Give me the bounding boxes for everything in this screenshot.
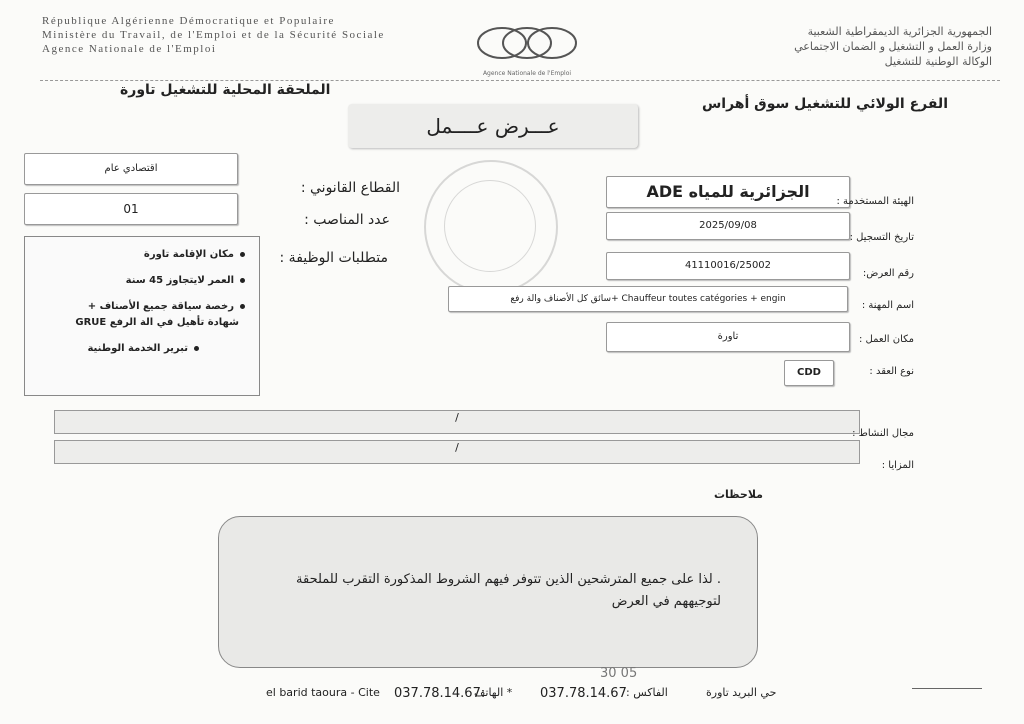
notes-label: ملاحظات [714,488,763,501]
footer-phone-label: * الهاتف [474,686,513,699]
ar-line-1: الجمهورية الجزائرية الديمقراطية الشعبية [807,25,992,38]
contract-type-label: نوع العقد : [869,366,914,377]
activity-field-value: / [54,410,860,434]
fr-line-3: Agence Nationale de l'Emploi [42,43,217,55]
positions-count-value: 01 [24,193,238,225]
legal-sector-label: القطاع القانوني : [300,180,400,196]
employer-label: الهيئة المستخدمة : [836,196,914,207]
requirement-item: شهادة تأهيل في الة الرفع GRUE [75,317,239,328]
requirement-item: مكان الإقامة تاورة [144,247,245,262]
notes-bullet: . [712,572,721,587]
local-branch-title: الملحقة المحلية للتشغيل تاورة [120,82,331,98]
anem-logo-icon [462,18,592,68]
legal-sector-value: اقتصادي عام [24,153,238,185]
requirements-label: متطلبات الوظيفة : [279,250,388,266]
job-name-value: Chauffeur toutes catégories + engin +سائق كل الأصناف والة رفع [448,286,848,312]
positions-count-label: عدد المناصب : [304,212,390,228]
registration-date-value: 2025/09/08 [606,212,850,240]
employer-value: الجزائرية للمياه ADE [606,176,850,208]
contract-type-value: CDD [784,360,834,386]
anem-logo [462,18,592,80]
ar-line-2: وزارة العمل و التشغيل و الضمان الاجتماعي [794,40,992,53]
logo-caption: Agence Nationale de l'Emploi [482,70,572,77]
document-title-box [348,104,638,148]
header-french [42,14,385,56]
footer-phone: 037.78.14.67: [394,686,486,701]
activity-field-label: مجال النشاط : [852,428,914,439]
footer-address-ar: حي البريد تاورة [706,686,777,699]
registration-date-label: تاريخ التسجيل : [849,232,914,243]
requirement-item: العمر لايتجاوز 45 سنة [126,273,245,288]
ar-line-3: الوكالة الوطنية للتشغيل [884,55,992,68]
offer-number-value: 41110016/25002 [606,252,850,280]
fr-line-2: Ministère du Travail, de l'Emploi et de la Sécurité Sociale [42,29,385,41]
regional-branch-title: الفرع الولائي للتشغيل سوق أهراس [701,96,948,112]
footer-fax: 037.78.14.67 [540,686,627,701]
footer-line [912,688,982,689]
workplace-value: تاورة [606,322,850,352]
job-name-label: اسم المهنة : [861,300,914,311]
official-stamp [424,160,558,294]
notes-box [218,516,758,668]
benefits-value: / [54,440,860,464]
benefits-label: المزايا : [881,460,914,471]
fr-line-1: République Algérienne Démocratique et Populaire [42,15,335,27]
footer-address-fr: el barid taoura - Cite [266,686,380,699]
stamp-date: 30 05 [600,666,638,681]
notes-text: . لذا على جميع المترشحين الذين تتوفر فيهم الشروط المذكورة التقرب للملحقة لتوجيههم في العرض [296,572,721,609]
header-arabic [612,24,992,69]
requirement-item: تبرير الخدمة الوطنية [87,341,199,356]
workplace-label: مكان العمل : [859,334,914,345]
requirement-item: رخصة سياقة جميع الأصناف + [88,299,245,314]
requirements-box [24,236,260,396]
offer-number-label: رقم العرض: [862,268,914,279]
document-title: عـــرض عــــمل [426,114,560,138]
footer-fax-label: الفاكس : [626,686,668,699]
